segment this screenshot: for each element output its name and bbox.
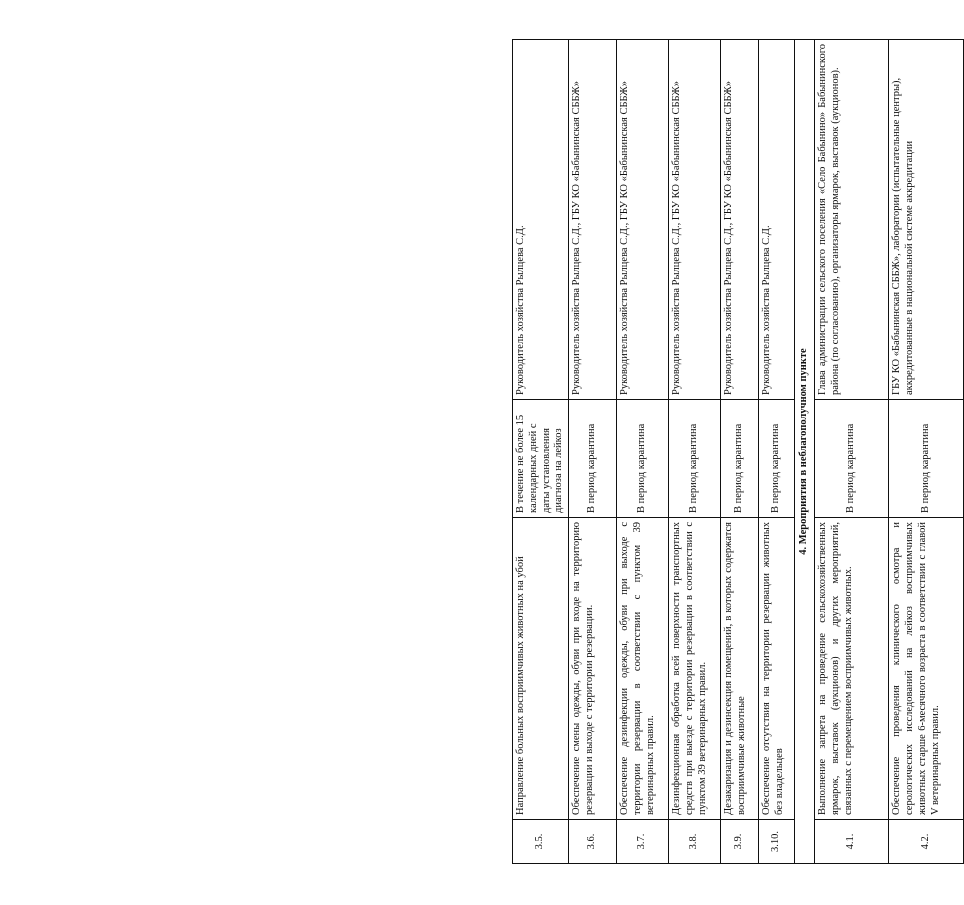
measure-cell: Дезакаризация и дезинсекция помещений, в которых содержатся восприимчивые животные (721, 518, 759, 820)
measure-cell: Выполнение запрета на проведение сельскохозяйственных ярмарок, выставок (аукционов) и других мероприятий, связанных с перемещением восприимчивых животных. (815, 518, 889, 820)
measure-cell: Обеспечение отсутствия на территории резервации животных без владельцев (759, 518, 795, 820)
responsible-cell: ГБУ КО «Бабынинская СББЖ», лаборатории (испытательные центры), аккредитованные в национальной системе аккредитации (889, 40, 964, 400)
table-row (759, 40, 795, 864)
period-cell: В период карантина (721, 400, 759, 518)
measure-cell: Обеспечение дезинфекции одежды, обуви при выходе с территории резервации в соответствии с пунктом 39 ветеринарных правил. (617, 518, 669, 820)
table-row (513, 40, 569, 864)
measure-cell: Обеспечение проведения клинического осмотра и серологических исследований на лейкоз восприимчивых животных старше 6-месячного возраста в соответствии с главой V ветеринарных правил. (889, 518, 964, 820)
period-cell: В период карантина (569, 400, 617, 518)
responsible-cell: Руководитель хозяйства Рылцева С.Д., ГБУ КО «Бабынинская СББЖ» (721, 40, 759, 400)
rotated-page (512, 40, 963, 864)
period-cell: В период карантина (759, 400, 795, 518)
table-row (569, 40, 617, 864)
row-number: 3.10. (759, 820, 795, 864)
responsible-cell: Руководитель хозяйства Рылцева С.Д., ГБУ КО «Бабынинская СББЖ» (669, 40, 721, 400)
period-cell: В период карантина (889, 400, 964, 518)
table-row (815, 40, 889, 864)
table-row (721, 40, 759, 864)
row-number: 3.6. (569, 820, 617, 864)
responsible-cell: Руководитель хозяйства Рылцева С.Д. (513, 40, 569, 400)
row-number: 4.2. (889, 820, 964, 864)
table-row (669, 40, 721, 864)
section-title: 4. Мероприятия в неблагополучном пункте (795, 40, 815, 864)
table-row (889, 40, 964, 864)
period-cell: В период карантина (815, 400, 889, 518)
responsible-cell: Руководитель хозяйства Рылцева С.Д. (759, 40, 795, 400)
table-row (617, 40, 669, 864)
row-number: 3.7. (617, 820, 669, 864)
row-number: 4.1. (815, 820, 889, 864)
period-cell: В период карантина (617, 400, 669, 518)
row-number: 3.5. (513, 820, 569, 864)
measures-table (512, 39, 964, 864)
measure-cell: Дезинфекционная обработка всей поверхности транспортных средств при выезде с территории резервации в соответствии с пунктом 39 ветеринарных правил. (669, 518, 721, 820)
row-number: 3.9. (721, 820, 759, 864)
responsible-cell: Руководитель хозяйства Рылцева С.Д., ГБУ КО «Бабынинская СББЖ» (569, 40, 617, 400)
responsible-cell: Глава администрации сельского поселения «Село Бабынино» Бабынинского района (по согласованию), организаторы ярмарок, выставок (аукционов). (815, 40, 889, 400)
measure-cell: Направление больных восприимчивых животных на убой (513, 518, 569, 820)
responsible-cell: Руководитель хозяйства Рылцева С.Д., ГБУ КО «Бабынинская СББЖ» (617, 40, 669, 400)
row-number: 3.8. (669, 820, 721, 864)
section-heading-row (795, 40, 815, 864)
period-cell: В течение не более 15 календарных дней с даты установления диагноза на лейкоз (513, 400, 569, 518)
period-cell: В период карантина (669, 400, 721, 518)
measure-cell: Обеспечение смены одежды, обуви при входе на территорию резервации и выходе с территории резервации. (569, 518, 617, 820)
